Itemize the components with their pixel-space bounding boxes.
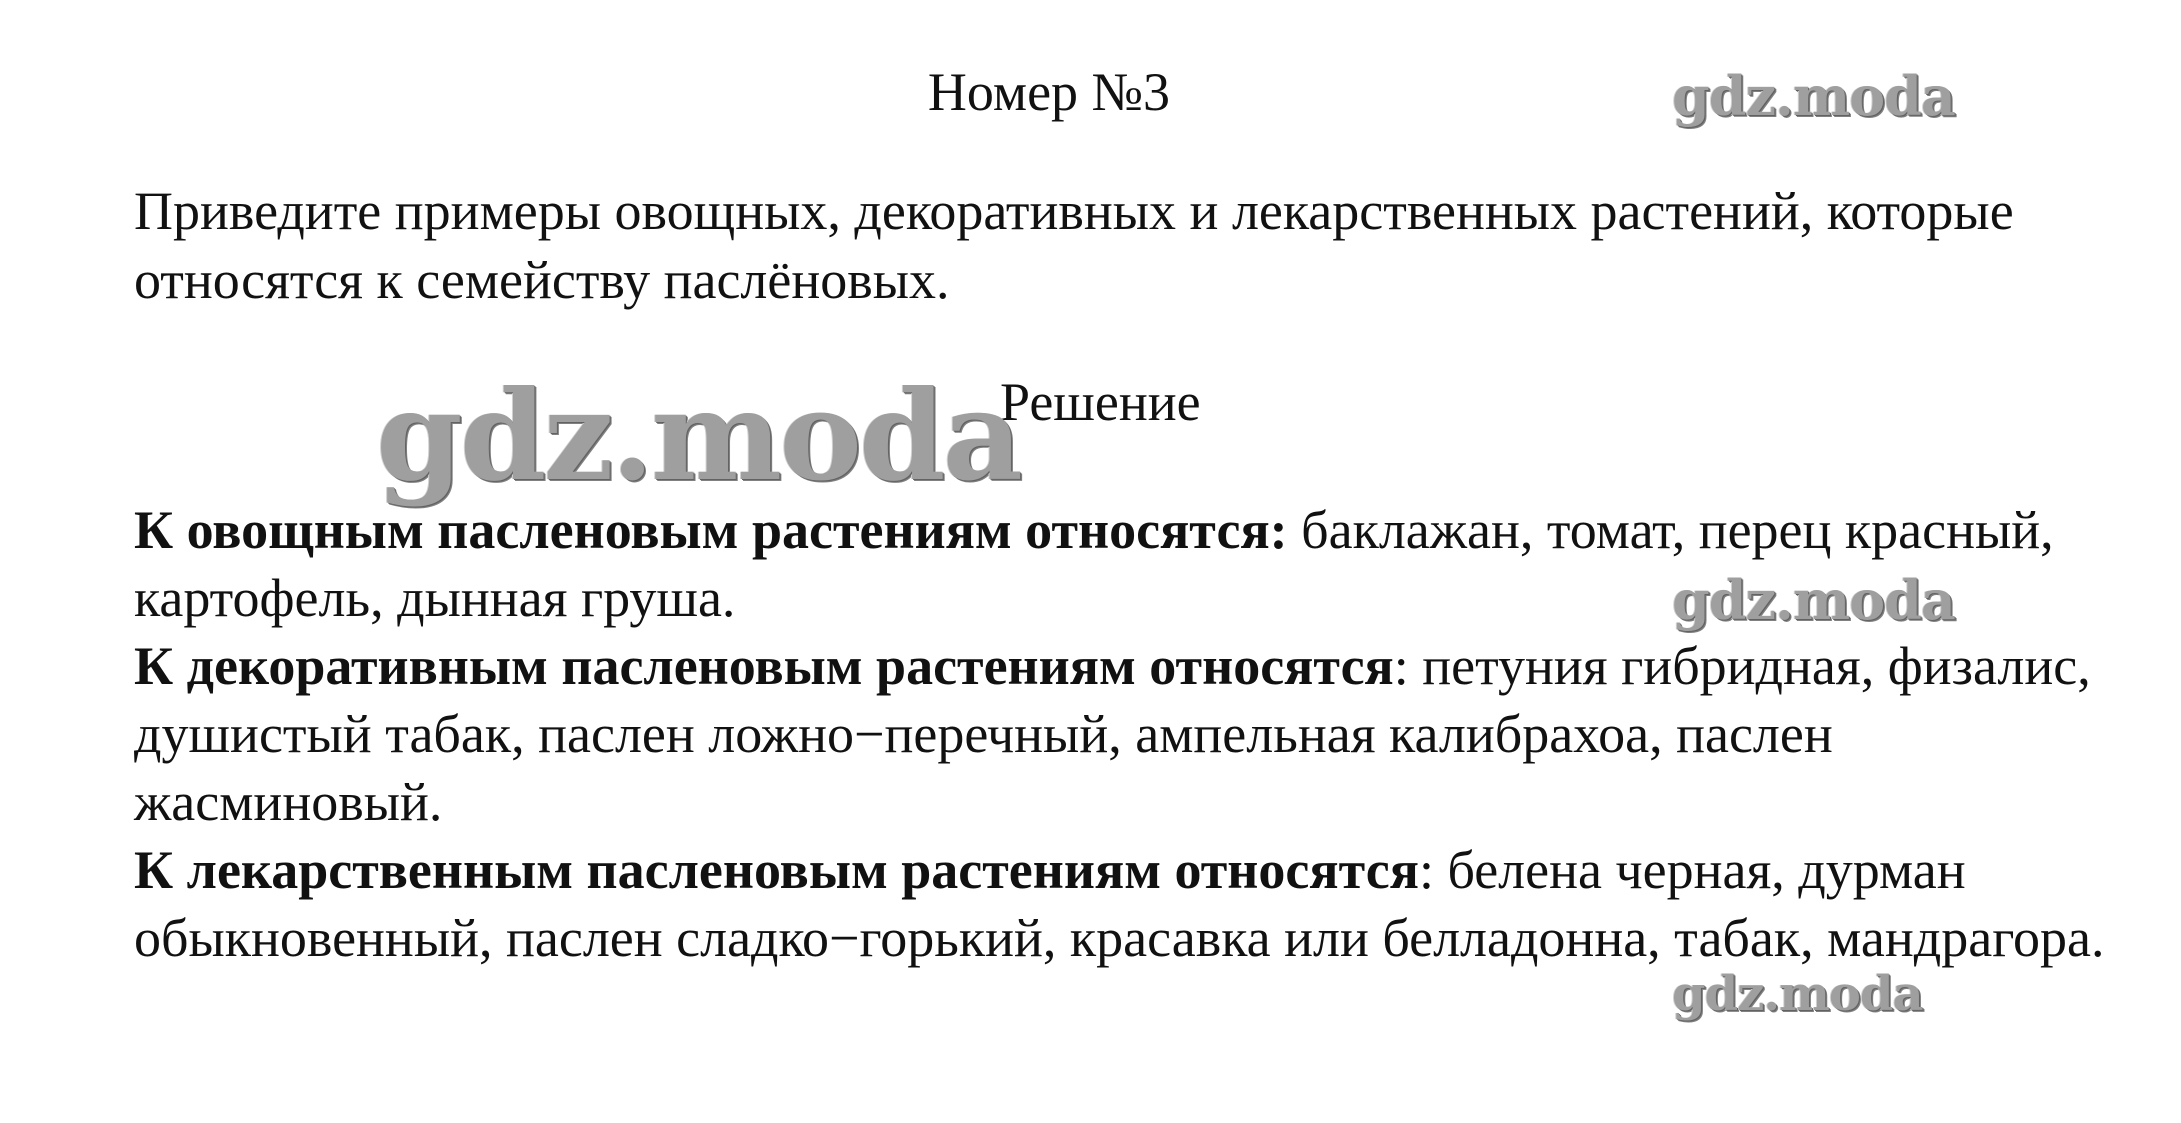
task-text: Приведите примеры овощных, декоративных и лекарственных растений, которые относятся к семейству паслёновых. bbox=[134, 181, 2014, 310]
answer-decorative-lead: К декоративным пасленовым растениям относятся bbox=[134, 636, 1394, 696]
page-title: Номер №3 bbox=[927, 62, 1171, 122]
answer-vegetable-text: баклажан, томат, перец красный, картофель, дынная груша. bbox=[134, 500, 2054, 628]
answer-medicinal bbox=[134, 836, 2134, 972]
answer-decorative bbox=[134, 632, 2134, 836]
answer-medicinal-lead: К лекарственным пасленовым растениям относятся bbox=[134, 840, 1419, 900]
watermark-logo: gdz.moda bbox=[1672, 966, 1923, 1022]
solution-label: Решение bbox=[1000, 372, 1201, 432]
watermark-logo: gdz.moda bbox=[1672, 64, 1955, 128]
answer-vegetable-lead: К овощным пасленовым растениям относятся: bbox=[134, 500, 1288, 560]
answer-decorative-text: : петуния гибридная, физалис, душистый табак, паслен ложно−перечный, ампельная калибрахоа, паслен жасминовый. bbox=[134, 636, 2091, 832]
answer-medicinal-text: : белена черная, дурман обыкновенный, паслен сладко−горький, красавка или белладонна, табак, мандрагора. bbox=[134, 840, 2105, 968]
watermark-logo: gdz.moda bbox=[376, 364, 1020, 509]
watermark-logo: gdz.moda bbox=[1672, 568, 1955, 632]
